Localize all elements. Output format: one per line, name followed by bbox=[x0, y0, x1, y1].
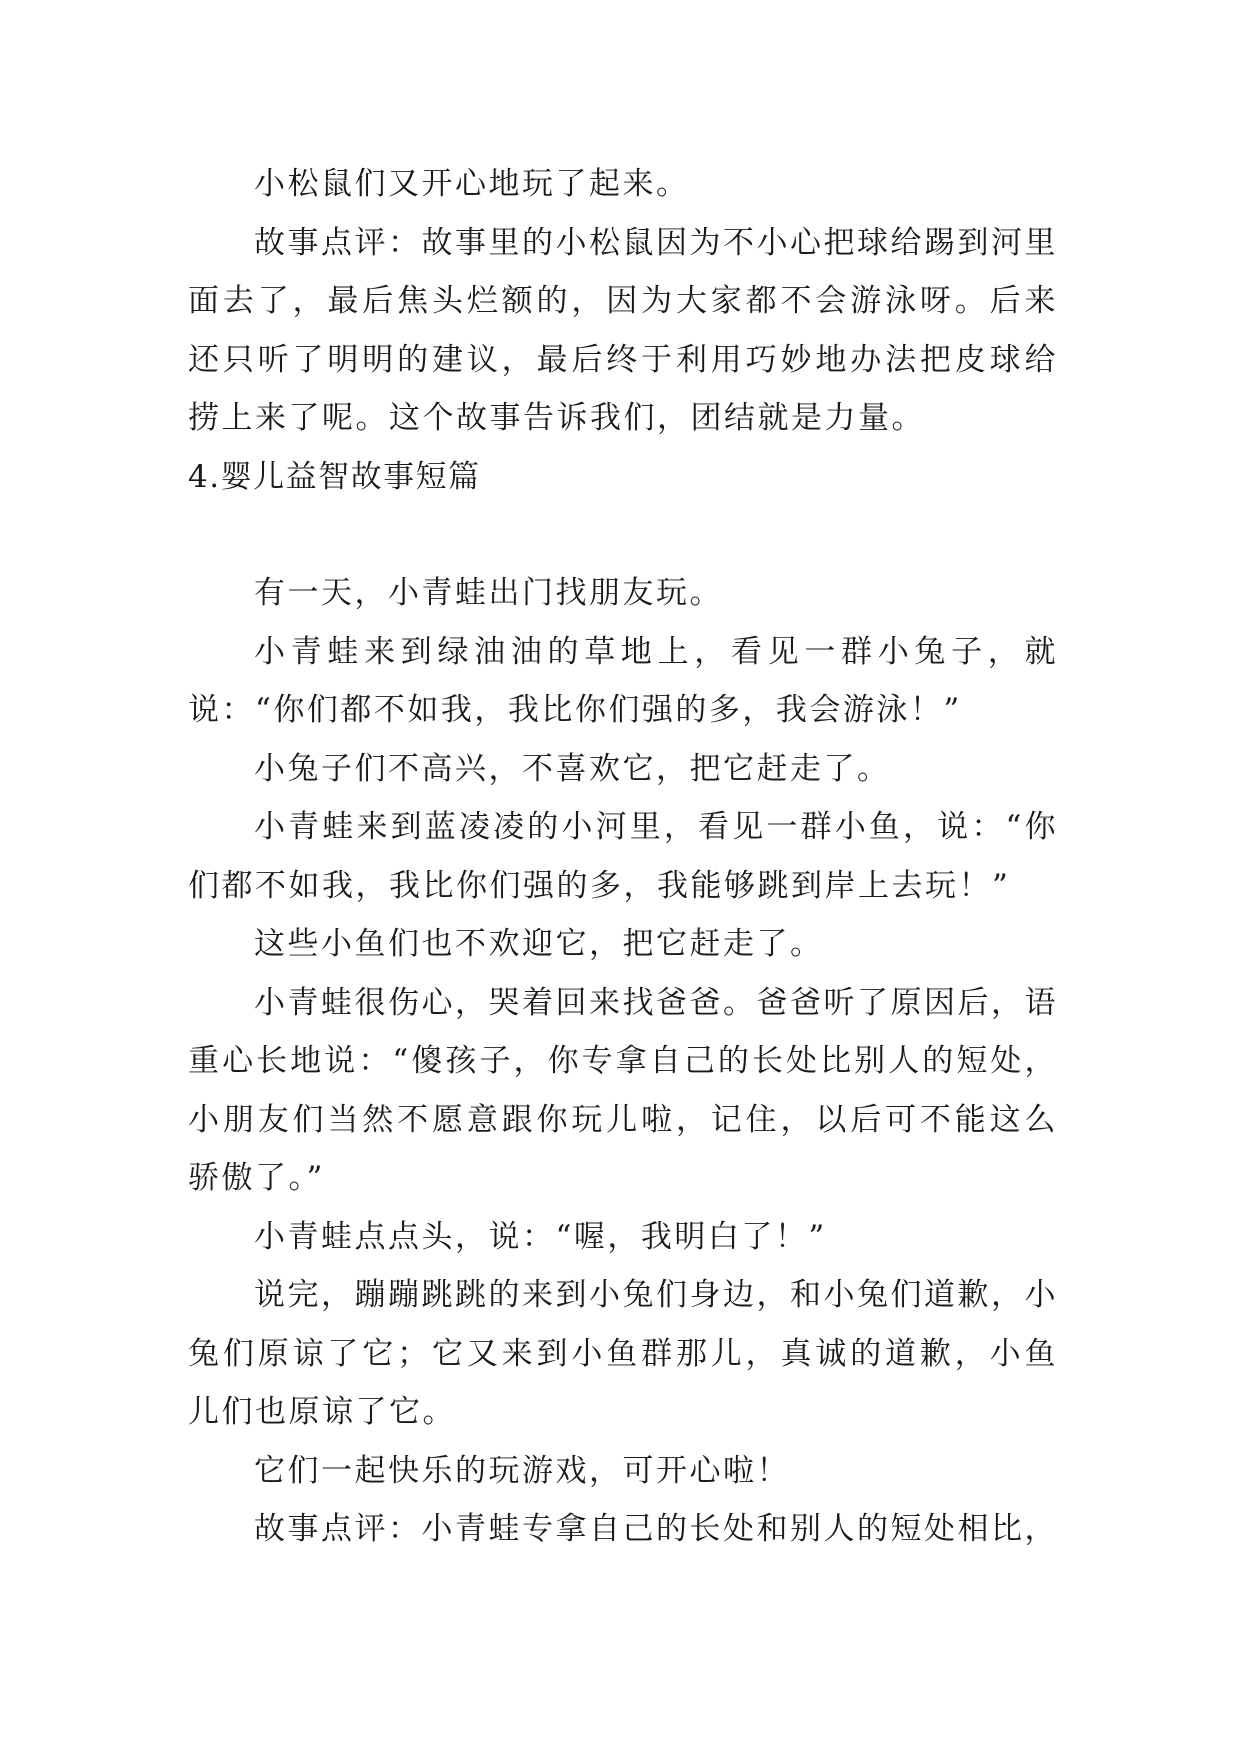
section-heading: 4.婴儿益智故事短篇 bbox=[188, 458, 481, 495]
story-review-paragraph: 故事点评：故事里的小松鼠因为不小心把球给踢到河里面去了，最后焦头烂额的，因为大家都不会游泳呀。后来还只听了明明的建议，最后终于利用巧妙地办法把皮球给捞上来了呢。这个故事告诉我们，团结就是力量。 bbox=[188, 224, 1058, 436]
story-paragraph: 小青蛙很伤心，哭着回来找爸爸。爸爸听了原因后，语重心长地说：“傻孩子，你专拿自己的长处比别人的短处，小朋友们当然不愿意跟你玩儿啦，记住，以后可不能这么骄傲了。” bbox=[188, 984, 1058, 1196]
story-paragraph: 小兔子们不高兴，不喜欢它，把它赶走了。 bbox=[254, 750, 891, 787]
story-paragraph: 有一天，小青蛙出门找朋友玩。 bbox=[254, 575, 723, 611]
story-paragraph: 它们一起快乐的玩游戏，可开心啦！ bbox=[254, 1452, 790, 1489]
story-paragraph: 小松鼠们又开心地玩了起来。 bbox=[254, 166, 690, 202]
story-paragraph: 这些小鱼们也不欢迎它，把它赶走了。 bbox=[254, 926, 824, 962]
story-paragraph: 小青蛙点点头，说：“喔，我明白了！” bbox=[254, 1218, 827, 1255]
document-body bbox=[188, 155, 1058, 1559]
blank-line bbox=[188, 506, 1058, 564]
story-review-paragraph: 故事点评：小青蛙专拿自己的长处和别人的短处相比， bbox=[254, 1511, 1058, 1547]
story-paragraph: 小青蛙来到绿油油的草地上，看见一群小兔子，就说：“你们都不如我，我比你们强的多，我会游泳！” bbox=[188, 633, 1058, 728]
story-paragraph: 说完，蹦蹦跳跳的来到小兔们身边，和小兔们道歉，小兔们原谅了它；它又来到小鱼群那儿，真诚的道歉，小鱼儿们也原谅了它。 bbox=[188, 1277, 1058, 1430]
story-paragraph: 小青蛙来到蓝凌凌的小河里，看见一群小鱼，说：“你们都不如我，我比你们强的多，我能够跳到岸上去玩！” bbox=[188, 809, 1058, 904]
